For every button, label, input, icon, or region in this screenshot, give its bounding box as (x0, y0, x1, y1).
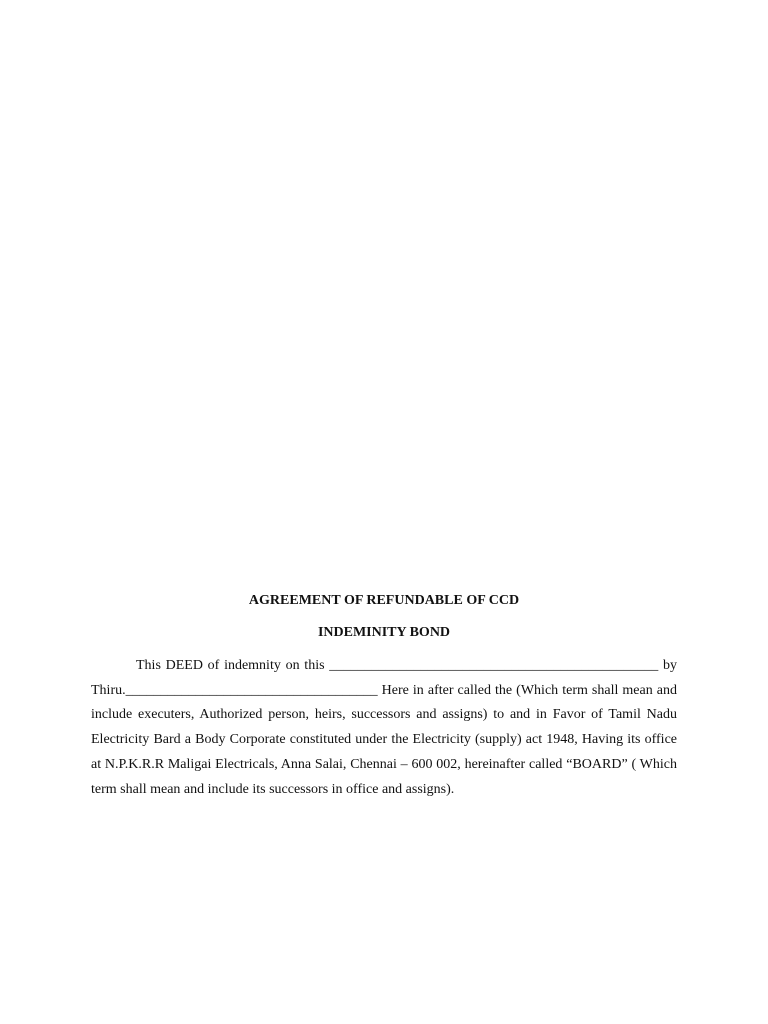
document-title: AGREEMENT OF REFUNDABLE OF CCD (248, 593, 520, 608)
document-content (91, 592, 677, 802)
indemnity-paragraph: This DEED of indemnity on this _______________________________________________ by Thiru.____________________________________ Here in after called the (Which term shall mean and include executers, Authorized person, heirs, successors and assigns) to and in Favor of Tamil Nadu Electricity Bard a Body Corporate constituted under the Electricity (supply) act 1948, Having its office at N.P.K.R.R Maligai Electricals, Anna Salai, Chennai – 600 002, hereinafter called “BOARD” ( Which term shall mean and include its successors in office and assigns). (91, 658, 677, 797)
document-subtitle: INDEMINITY BOND (317, 625, 451, 640)
